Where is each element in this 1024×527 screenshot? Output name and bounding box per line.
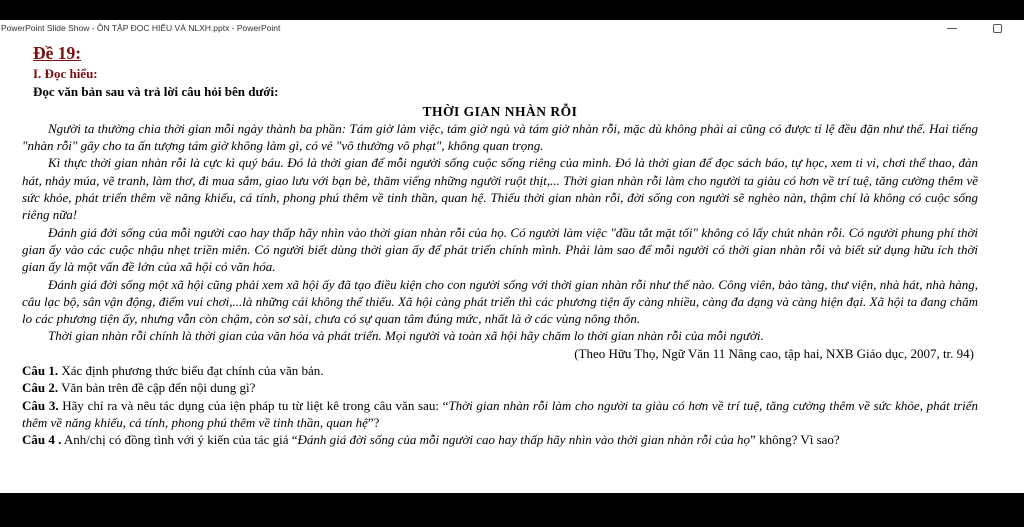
top-black-bar xyxy=(0,0,1024,20)
passage-paragraph: Đánh giá đời sống của mỗi người cao hay thấp hãy nhìn vào thời gian nhàn rỗi của họ. Có người làm việc "đầu tắt mặt tối" không có lấy chút nhàn rỗi. Có người phung phí thời gian ấy vào các cuộc nhậu nhẹt triền miên. Có người biết dùng thời gian ấy để phát triển chính mình. Phải làm sao để mỗi người có thời gian nhàn rỗi và biết sử dụng hữu ích thời gian ấy là một vấn đề lớn của xã hội có văn hóa. xyxy=(22,224,978,275)
minimize-icon[interactable] xyxy=(947,28,957,29)
question-list xyxy=(22,362,978,448)
bottom-black-bar xyxy=(0,493,1024,527)
question-quote: Thời gian nhàn rỗi làm cho người ta giàu có hơn về trí tuệ, tăng cường thêm về sức khỏe, phát triển thêm về năng khiếu, cá tính, phong phú thêm về tinh thần, quan hệ xyxy=(22,397,979,430)
question-quote: Đánh giá đời sống của mỗi người cao hay thấp hãy nhìn vào thời gian nhàn rỗi của họ xyxy=(297,432,751,448)
section-heading: I. Đọc hiểu: xyxy=(33,66,98,81)
question-text: Hãy chỉ ra và nêu tác dụng của iện pháp tu từ liệt kê trong câu văn sau: “ xyxy=(58,397,449,413)
passage-title: THỜI GIAN NHÀN RỖI xyxy=(422,103,578,119)
restore-icon[interactable] xyxy=(993,24,1002,33)
question-item xyxy=(22,379,978,396)
question-text: Anh/chị có đồng tình với ý kiến của tác giả “ xyxy=(61,432,298,448)
window-title-bar xyxy=(0,20,1024,37)
window-title: PowerPoint Slide Show - ÔN TẬP ĐỌC HIỂU VÀ NLXH.pptx - PowerPoint xyxy=(1,23,281,33)
slide-right-edge xyxy=(1004,37,1024,493)
slide[interactable] xyxy=(0,37,1004,493)
passage-paragraph: Người ta thường chia thời gian mỗi ngày thành ba phần: Tám giờ làm việc, tám giờ ngủ và tám giờ nhàn rỗi, mặc dù không phải ai cũng có được tỉ lệ đều đặn như thế. Hai tiếng "nhàn rỗi" gây cho ta ấn tượng tám giờ không làm gì, có vẻ "vô thưởng vô phạt", không quan trọng. xyxy=(22,120,978,154)
question-label: Câu 1. xyxy=(22,363,59,379)
question-text: Văn bản trên đề cập đến nội dung gì? xyxy=(58,380,256,396)
question-tail: ” không? Vì sao? xyxy=(750,432,840,448)
question-item xyxy=(22,397,978,432)
question-label: Câu 4 . xyxy=(22,432,62,448)
passage xyxy=(22,120,978,345)
window-controls xyxy=(947,20,1002,37)
question-item xyxy=(22,362,978,379)
passage-paragraph: Kì thực thời gian nhàn rỗi là cực kì quý báu. Đó là thời gian để mỗi người sống cuộc sống riêng của mình. Đó là thời gian để đọc sách báo, tự học, xem ti vi, chơi thể thao, đàn hát, nhảy múa, vẽ tranh, làm thơ, đi mua sắm, giao lưu với bạn bè, thăm viếng những người ruột thịt,... Thời gian nhàn rỗi làm cho người ta giàu có hơn về trí tuệ, tăng cường thêm về sức khỏe, phát triển thêm về năng khiếu, cá tính, phong phú thêm về tinh thần, quan hệ. Thiếu thời gian nhàn rỗi, đời sống con người sẽ nghèo nàn, thậm chí là không có cuộc sống riêng nữa! xyxy=(22,155,978,223)
question-label: Câu 3. xyxy=(22,397,59,413)
question-item xyxy=(22,431,978,448)
instruction: Đọc văn bản sau và trả lời câu hỏi bên dưới: xyxy=(33,84,279,100)
exam-heading: Đề 19: xyxy=(33,43,82,63)
question-text: Xác định phương thức biểu đạt chính của văn bản. xyxy=(58,363,324,379)
question-label: Câu 2. xyxy=(22,380,59,396)
passage-paragraph: Đánh giá đời sống một xã hội cũng phải xem xã hội ấy đã tạo điều kiện cho con người sống với thời gian nhàn rỗi như thế nào. Công viên, bảo tàng, thư viện, nhà hát, nhà hàng, câu lạc bộ, sân vận động, điểm vui chơi,...là những cái không thể thiếu. Xã hội càng phát triển thì các phương tiện ấy càng nhiều, càng đa dạng và càng hiện đại. Xã hội ta đang chăm lo các phương tiện ấy, nhưng vẫn còn chậm, còn sơ sài, chưa có sự quan tâm đúng mức, nhất là ở các vùng nông thôn. xyxy=(22,276,978,327)
citation: (Theo Hữu Thọ, Ngữ Văn 11 Nâng cao, tập hai, NXB Giáo dục, 2007, tr. 94) xyxy=(574,345,974,361)
question-tail: ”? xyxy=(367,414,380,430)
passage-paragraph: Thời gian nhàn rỗi chính là thời gian của văn hóa và phát triển. Mọi người và toàn xã hội hãy chăm lo thời gian nhàn rỗi của mỗi người. xyxy=(48,328,764,344)
